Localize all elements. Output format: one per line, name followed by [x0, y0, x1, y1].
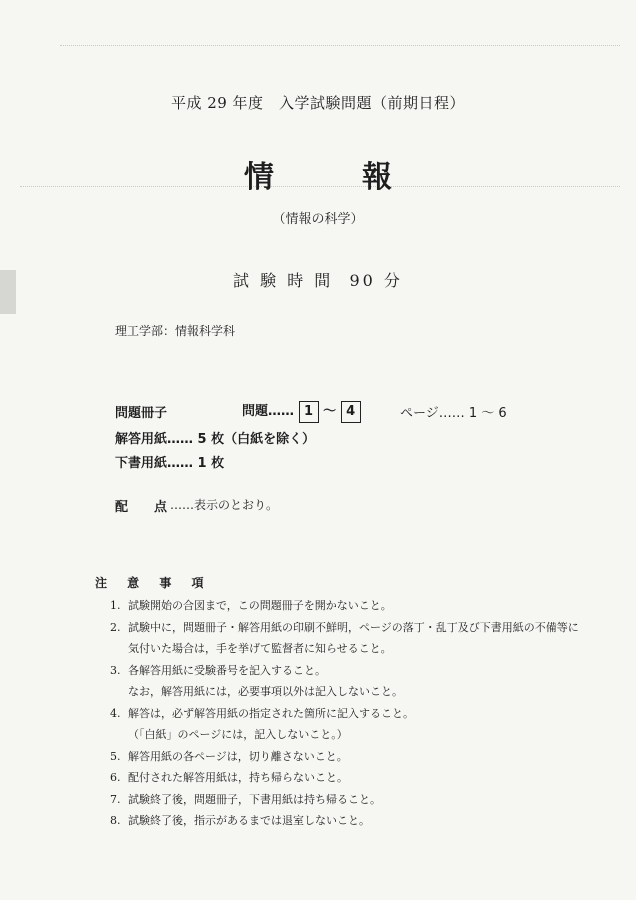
time-label: 試 験 時 間 [233, 271, 334, 290]
note-text: 配付された解答用紙は，持ち帰らないこと。 [128, 771, 348, 784]
note-line [110, 681, 579, 703]
department: 理工学部：情報科学科 [115, 324, 236, 338]
note-text: 試験中に，問題冊子・解答用紙の印刷不鮮明，ページの落丁・乱丁及び下書用紙の不備等に [128, 620, 579, 634]
note-line [110, 746, 579, 768]
draft-sheets: 下書用紙…… 1 枚 [115, 456, 225, 471]
note-text: 試験開始の合図まで，この問題冊子を開かないこと。 [128, 599, 392, 612]
note-item [110, 595, 579, 617]
note-line [110, 767, 579, 789]
note-number: 4. [110, 706, 121, 720]
subject-char-2: 報 [362, 160, 392, 195]
points-label: 配 点 [115, 500, 168, 515]
question-range [242, 400, 361, 423]
note-line [110, 703, 579, 725]
note-item [110, 660, 579, 703]
note-line [110, 595, 579, 617]
time-value: 90 分 [349, 271, 403, 290]
notes-title: 注 意 事 項 [95, 576, 212, 590]
subject-subtitle: （情報の科学） [272, 212, 364, 227]
range-tilde: 〜 [323, 404, 337, 419]
note-text: 解答用紙の各ページは，切り離さないこと。 [128, 749, 348, 763]
note-item [110, 810, 579, 832]
answer-sheets: 解答用紙…… 5 枚（白紙を除く） [115, 432, 316, 447]
note-line [110, 617, 579, 639]
note-text: 各解答用紙に受験番号を記入すること。 [128, 663, 326, 677]
scan-line-top [60, 45, 620, 46]
notes-list [110, 595, 579, 832]
note-line [110, 638, 579, 660]
note-number: 2. [110, 620, 121, 634]
points-value: ……表示のとおり。 [170, 498, 279, 512]
note-text: 試験終了後，指示があるまでは退室しないこと。 [128, 814, 370, 827]
note-text: なお，解答用紙には，必要事項以外は記入しないこと。 [128, 685, 403, 698]
exam-time [0, 268, 636, 291]
page-range: ページ…… 1 〜 6 [400, 406, 507, 421]
note-item [110, 746, 579, 768]
note-item [110, 617, 579, 660]
note-line [110, 810, 579, 832]
note-item [110, 789, 579, 811]
subject-title [0, 152, 636, 196]
note-number: 5. [110, 749, 121, 763]
exam-title: 平成 29 年度 入学試験問題（前期日程） [170, 94, 466, 112]
note-text: 解答は，必ず解答用紙の指定された箇所に記入すること。 [128, 706, 414, 720]
note-number: 3. [110, 663, 121, 677]
note-number: 1. [110, 599, 121, 612]
note-item [110, 703, 579, 746]
note-number: 8. [110, 814, 121, 827]
note-item [110, 767, 579, 789]
note-number: 7. [110, 792, 121, 806]
note-line [110, 660, 579, 682]
booklet-label: 問題冊子 [115, 406, 168, 421]
note-line [110, 789, 579, 811]
note-text: 試験終了後，問題冊子，下書用紙は持ち帰ること。 [128, 792, 381, 806]
note-text: （「白紙」のページには，記入しないこと。） [128, 728, 348, 741]
note-line [110, 724, 579, 746]
subject-char-1: 情 [244, 160, 274, 195]
question-to-box: 4 [341, 401, 361, 423]
note-text: 気付いた場合は，手を挙げて監督者に知らせること。 [128, 642, 392, 655]
note-number: 6. [110, 771, 121, 784]
questions-label: 問題…… [242, 404, 295, 419]
question-from-box: 1 [299, 401, 319, 423]
